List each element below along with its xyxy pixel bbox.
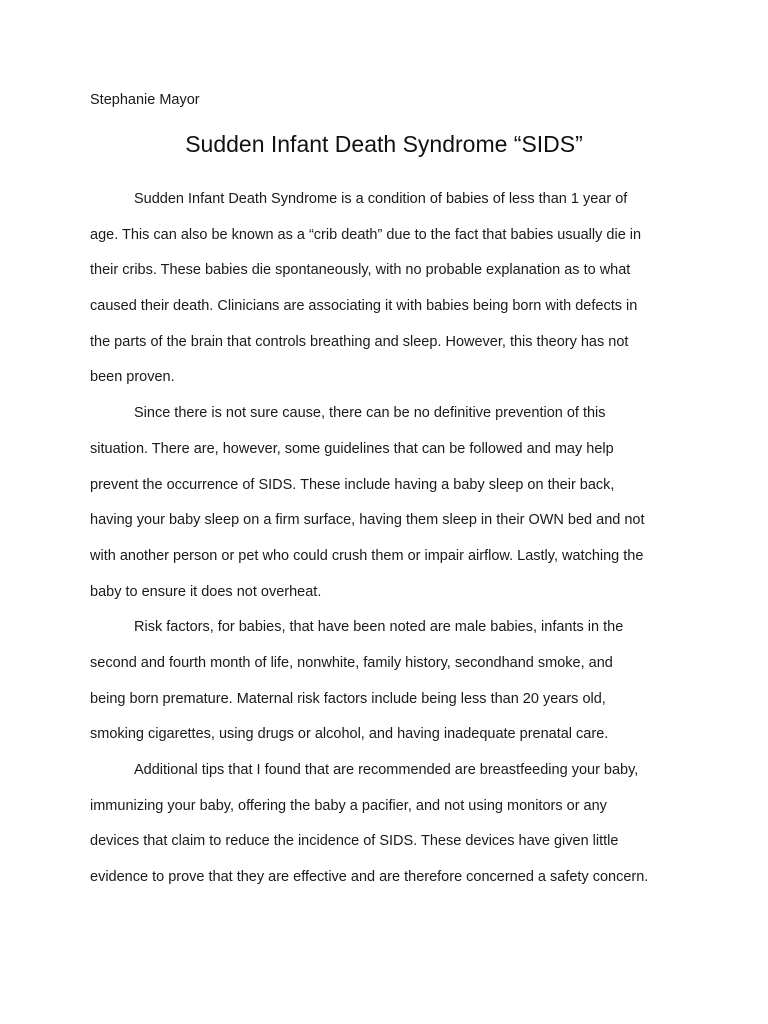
- document-title: Sudden Infant Death Syndrome “SIDS”: [185, 131, 583, 157]
- body-line: second and fourth month of life, nonwhite, family history, secondhand smoke, and: [90, 654, 613, 671]
- body-line: immunizing your baby, offering the baby a pacifier, and not using monitors or any: [90, 797, 607, 814]
- body-line: smoking cigarettes, using drugs or alcohol, and having inadequate prenatal care.: [90, 726, 609, 743]
- body-line: the parts of the brain that controls breathing and sleep. However, this theory has not: [90, 333, 629, 350]
- body-line: devices that claim to reduce the incidence of SIDS. These devices have given little: [90, 833, 619, 850]
- paragraph-first-line: Since there is not sure cause, there can be no definitive prevention of this: [134, 405, 606, 422]
- document-body: [90, 186, 690, 900]
- body-line: been proven.: [90, 369, 175, 386]
- paragraph-first-line: Additional tips that I found that are recommended are breastfeeding your baby,: [134, 762, 639, 778]
- body-line: being born premature. Maternal risk factors include being less than 20 years old,: [90, 690, 606, 707]
- paragraph-first-line: Sudden Infant Death Syndrome is a condition of babies of less than 1 year of: [134, 191, 628, 207]
- body-line: caused their death. Clinicians are associating it with babies being born with defects in: [90, 298, 638, 315]
- paragraph-first-line: Risk factors, for babies, that have been noted are male babies, infants in the: [134, 619, 624, 636]
- author-name: Stephanie Mayor: [90, 92, 200, 108]
- body-line: their cribs. These babies die spontaneously, with no probable explanation as to what: [90, 262, 631, 279]
- body-line: evidence to prove that they are effective and are therefore concerned a safety concern.: [90, 869, 649, 886]
- body-line: age. This can also be known as a “crib death” due to the fact that babies usually die in: [90, 226, 642, 243]
- body-line: situation. There are, however, some guidelines that can be followed and may help: [90, 440, 614, 457]
- body-line: prevent the occurrence of SIDS. These include having a baby sleep on their back,: [90, 476, 615, 493]
- body-line: having your baby sleep on a firm surface, having them sleep in their OWN bed and not: [90, 512, 645, 529]
- body-line: with another person or pet who could crush them or impair airflow. Lastly, watching the: [90, 547, 644, 564]
- body-line: baby to ensure it does not overheat.: [90, 583, 322, 600]
